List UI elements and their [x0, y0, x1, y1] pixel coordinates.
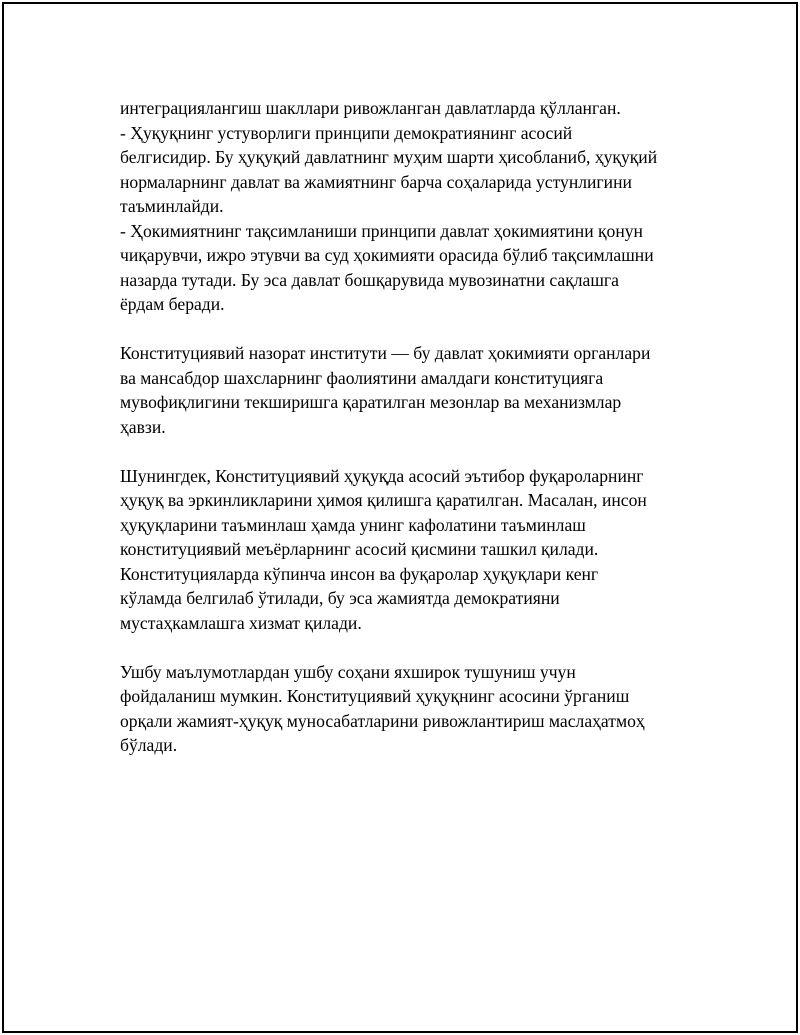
text-line: орқали жамият-ҳуқуқ муносабатларини ривожлантириш маслаҳатмоҳ: [120, 710, 645, 731]
text-line: ҳуқуқ ва эркинликларини ҳимоя қилишга қаратилган. Масалан, инсон: [120, 490, 647, 510]
text-line: Шунингдек, Конституциявий ҳуқуқда асосий эътибор фуқароларнинг: [120, 465, 644, 486]
document-page: [2, 2, 798, 1033]
text-line: Конституцияларда кўпинча инсон ва фуқаролар ҳуқуқлари кенг: [120, 563, 599, 584]
paragraph-constitutional-control: [120, 341, 695, 439]
text-line: - Ҳуқуқнинг устуворлиги принципи демократиянинг асосий: [120, 122, 573, 143]
text-line: белгисидир. Бу ҳуқуқий давлатнинг муҳим шарти ҳисобланиб, ҳуқуқий: [120, 147, 658, 167]
paragraph-citizen-rights: [120, 464, 695, 636]
text-line: интеграциялангиш шакллари ривожланган давлатларда қўлланган.: [120, 98, 621, 118]
paragraph-principles: [120, 96, 695, 317]
text-line: Ушбу маълумотлардан ушбу соҳани яхширок тушуниш учун: [120, 661, 576, 682]
text-line: ёрдам беради.: [120, 294, 225, 314]
text-line: Конституциявий назорат институти — бу давлат ҳокимияти органлари: [120, 343, 651, 363]
text-line: назарда тутади. Бу эса давлат бошқарувида мувозинатни сақлашга: [120, 269, 619, 290]
text-line: конституциявий меъёрларнинг асосий қисмини ташкил қилади.: [120, 539, 599, 559]
document-body: [120, 96, 695, 782]
text-line: - Ҳокимиятнинг тақсимланиши принципи давлат ҳокимиятини қонун: [120, 220, 643, 241]
text-line: таъминлайди.: [120, 196, 224, 216]
text-line: ҳуқуқларини таъминлаш ҳамда унинг кафолатини таъминлаш: [120, 514, 586, 535]
text-line: ва мансабдор шахсларнинг фаолиятини амалдаги конституцияга: [120, 367, 604, 388]
text-line: ҳавзи.: [120, 416, 166, 437]
text-line: кўламда белгилаб ўтилади, бу эса жамиятда демократияни: [120, 588, 560, 608]
text-line: чиқарувчи, ижро этувчи ва суд ҳокимияти орасида бўлиб тақсимлашни: [120, 245, 654, 265]
text-line: мувофиқлигини текширишга қаратилган мезонлар ва механизмлар: [120, 392, 622, 412]
text-line: фойдаланиш мумкин. Конституциявий ҳуқуқнинг асосини ўрганиш: [120, 686, 630, 706]
text-line: бўлади.: [120, 735, 178, 755]
paragraph-conclusion: [120, 660, 695, 758]
text-line: мустаҳкамлашга хизмат қилади.: [120, 612, 362, 633]
text-line: нормаларнинг давлат ва жамиятнинг барча соҳаларида устунлигини: [120, 171, 632, 192]
